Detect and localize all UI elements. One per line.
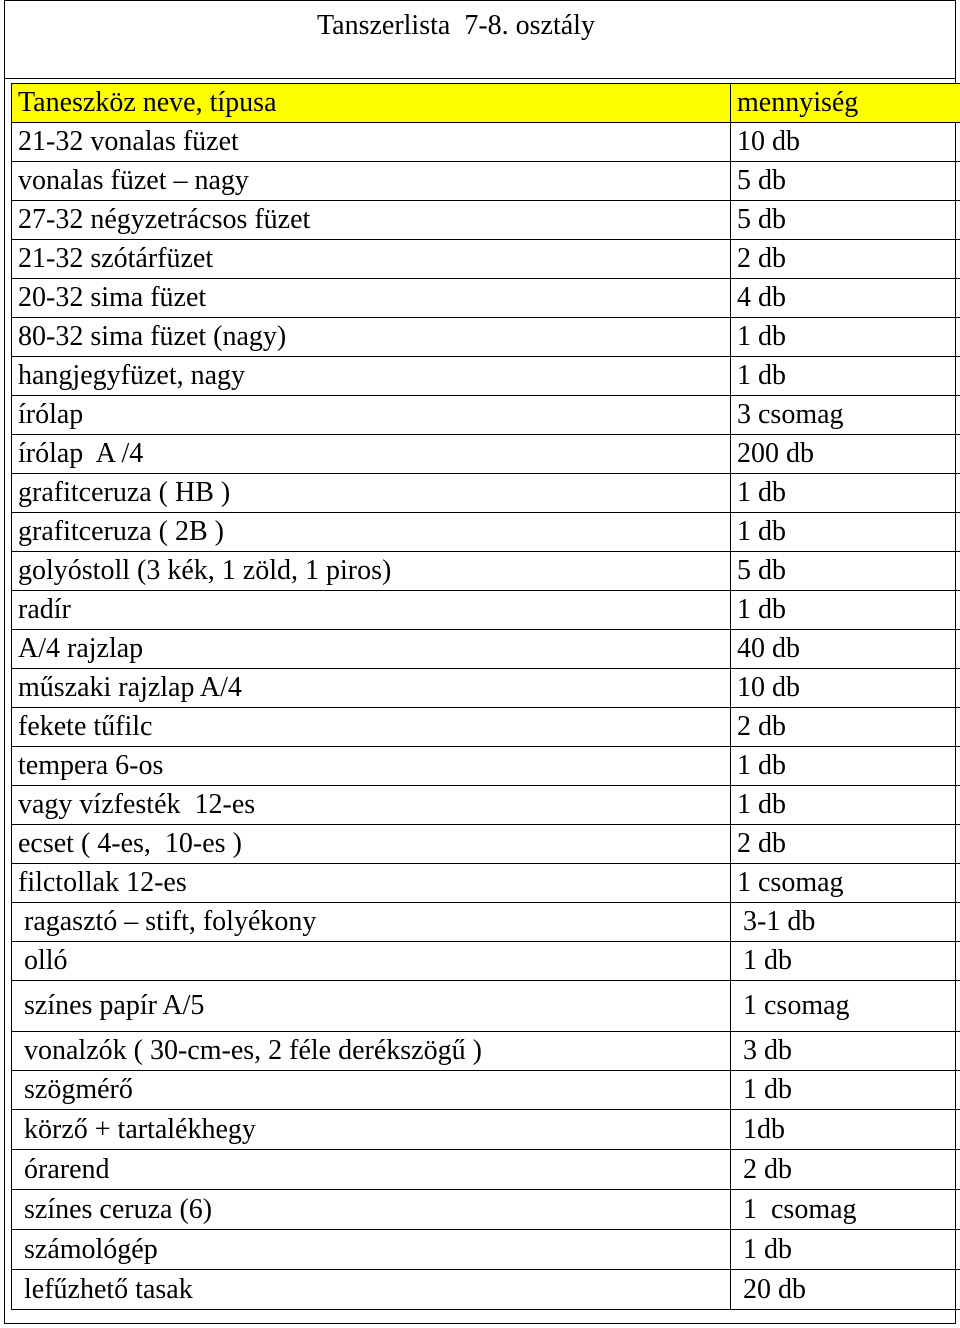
item-name: ragasztó – stift, folyékony	[12, 903, 731, 942]
table-row	[12, 318, 960, 357]
item-quantity: 1 db	[731, 357, 960, 396]
document-page	[4, 0, 956, 1324]
table-row	[12, 864, 960, 903]
item-quantity: 1 db	[731, 318, 960, 357]
item-quantity: 4 db	[731, 279, 960, 318]
item-name: 21-32 vonalas füzet	[12, 123, 731, 162]
item-quantity: 1 db	[731, 591, 960, 630]
table-row	[12, 279, 960, 318]
item-name: golyóstoll (3 kék, 1 zöld, 1 piros)	[12, 552, 731, 591]
item-name: grafitceruza ( HB )	[12, 474, 731, 513]
item-name: színes papír A/5	[12, 981, 731, 1032]
item-name: grafitceruza ( 2B )	[12, 513, 731, 552]
table-row	[12, 786, 960, 825]
item-name: olló	[12, 942, 731, 981]
table-row	[12, 513, 960, 552]
item-name: fekete tűfilc	[12, 708, 731, 747]
item-name: írólap A /4	[12, 435, 731, 474]
item-name: 27-32 négyzetrácsos füzet	[12, 201, 731, 240]
item-quantity: 1 db	[731, 513, 960, 552]
table-row	[12, 474, 960, 513]
item-name: filctollak 12-es	[12, 864, 731, 903]
item-name: 21-32 szótárfüzet	[12, 240, 731, 279]
item-name: körző + tartalékhegy	[12, 1110, 731, 1150]
item-quantity: 1 db	[731, 1230, 960, 1270]
item-quantity: 3 csomag	[731, 396, 960, 435]
item-name: 80-32 sima füzet (nagy)	[12, 318, 731, 357]
item-quantity: 200 db	[731, 435, 960, 474]
item-name: szögmérő	[12, 1071, 731, 1110]
table-row	[12, 708, 960, 747]
item-quantity: 1 db	[731, 747, 960, 786]
column-header-quantity: mennyiség	[731, 84, 960, 123]
item-name: órarend	[12, 1150, 731, 1190]
supply-list-table	[11, 83, 960, 1310]
item-name: színes ceruza (6)	[12, 1190, 731, 1230]
item-quantity: 2 db	[731, 1150, 960, 1190]
table-row	[12, 591, 960, 630]
table-row	[12, 1270, 960, 1310]
table-row	[12, 942, 960, 981]
table-row	[12, 162, 960, 201]
page-title: Tanszerlista 7-8. osztály	[5, 1, 955, 79]
item-name: tempera 6-os	[12, 747, 731, 786]
item-quantity: 5 db	[731, 162, 960, 201]
table-row	[12, 669, 960, 708]
item-name: lefűzhető tasak	[12, 1270, 731, 1310]
table-row	[12, 123, 960, 162]
item-quantity: 1 db	[731, 1071, 960, 1110]
table-row	[12, 435, 960, 474]
item-quantity: 5 db	[731, 201, 960, 240]
table-row	[12, 903, 960, 942]
item-quantity: 2 db	[731, 240, 960, 279]
table-row	[12, 396, 960, 435]
table-row	[12, 1071, 960, 1110]
item-quantity: 2 db	[731, 825, 960, 864]
item-quantity: 1 csomag	[731, 1190, 960, 1230]
item-quantity: 10 db	[731, 669, 960, 708]
item-quantity: 3 db	[731, 1032, 960, 1071]
table-header-row	[12, 84, 960, 123]
table-row	[12, 1230, 960, 1270]
table-row	[12, 747, 960, 786]
item-name: ecset ( 4-es, 10-es )	[12, 825, 731, 864]
table-row	[12, 1110, 960, 1150]
item-quantity: 40 db	[731, 630, 960, 669]
item-name: vonalzók ( 30-cm-es, 2 féle derékszögű )	[12, 1032, 731, 1071]
item-name: vonalas füzet – nagy	[12, 162, 731, 201]
item-quantity: 3-1 db	[731, 903, 960, 942]
table-row	[12, 981, 960, 1032]
table-row	[12, 1032, 960, 1071]
table-row	[12, 552, 960, 591]
table-row	[12, 201, 960, 240]
item-quantity: 20 db	[731, 1270, 960, 1310]
table-row	[12, 630, 960, 669]
item-quantity: 10 db	[731, 123, 960, 162]
item-quantity: 1db	[731, 1110, 960, 1150]
item-name: A/4 rajzlap	[12, 630, 731, 669]
item-quantity: 1 db	[731, 786, 960, 825]
item-name: hangjegyfüzet, nagy	[12, 357, 731, 396]
item-name: számológép	[12, 1230, 731, 1270]
item-quantity: 1 db	[731, 942, 960, 981]
table-row	[12, 240, 960, 279]
item-name: radír	[12, 591, 731, 630]
column-header-item: Taneszköz neve, típusa	[12, 84, 731, 123]
item-quantity: 1 csomag	[731, 981, 960, 1032]
item-name: 20-32 sima füzet	[12, 279, 731, 318]
item-quantity: 2 db	[731, 708, 960, 747]
table-row	[12, 357, 960, 396]
item-name: vagy vízfesték 12-es	[12, 786, 731, 825]
item-name: műszaki rajzlap A/4	[12, 669, 731, 708]
table-row	[12, 1190, 960, 1230]
item-quantity: 1 csomag	[731, 864, 960, 903]
item-quantity: 5 db	[731, 552, 960, 591]
item-quantity: 1 db	[731, 474, 960, 513]
item-name: írólap	[12, 396, 731, 435]
table-row	[12, 1150, 960, 1190]
table-row	[12, 825, 960, 864]
